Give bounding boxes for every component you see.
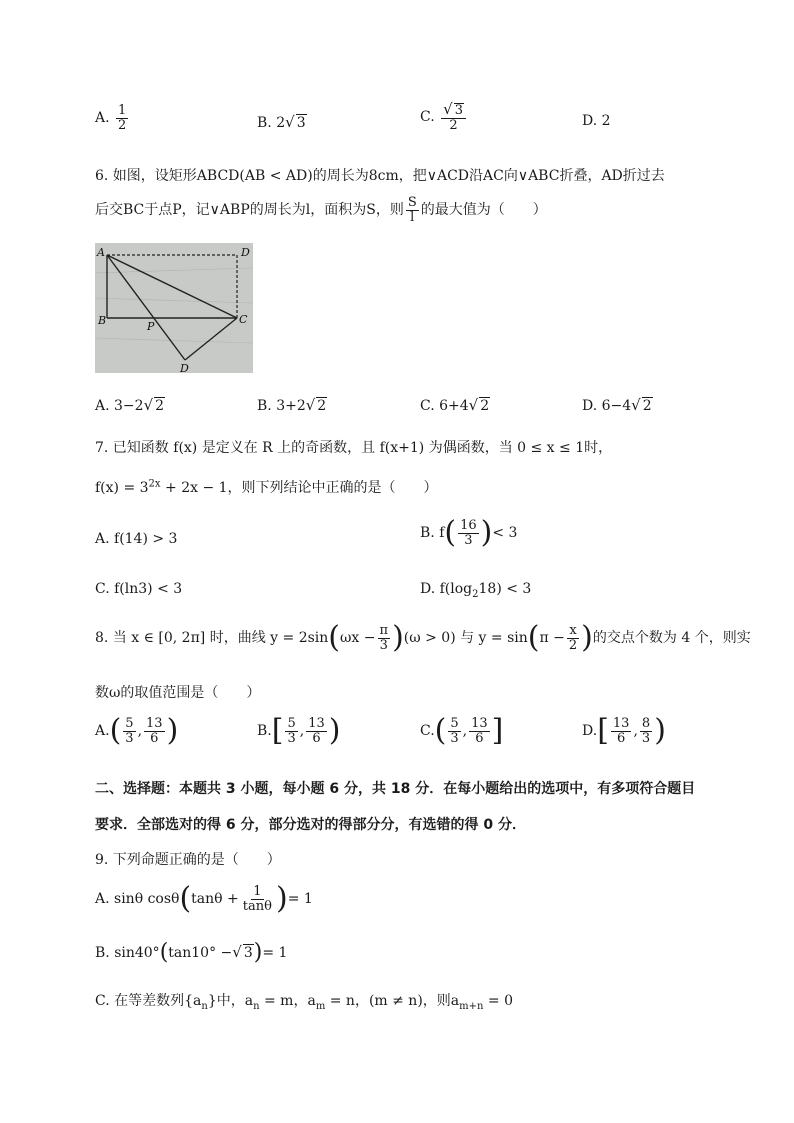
denominator: 2 [118, 117, 127, 133]
q6-option-c: C. 6+4√ 2 [420, 396, 490, 414]
subscript: n [253, 1000, 260, 1012]
option-label: A. [95, 723, 110, 739]
text: B. sin40° [95, 945, 160, 961]
q8-option-c: C.( $\frac{5}{3}$ , $\frac{13}{6}$ ] [420, 713, 504, 748]
fraction [406, 196, 419, 224]
text: 后交BC于点P，记∨ABP的周长为l，面积为S，则 [95, 202, 404, 219]
option-label: B. [257, 115, 272, 131]
text: A. sinθ cosθ [95, 891, 180, 907]
denominator: 6 [617, 730, 626, 746]
denominator: 6 [475, 730, 484, 746]
numerator: 8 [641, 715, 651, 731]
text: f(x) = 3 [95, 480, 149, 496]
q8-stem-line2: 数ω的取值范围是（ ） [95, 685, 261, 701]
text: 18) < 3 [478, 581, 532, 597]
q5-option-d [582, 113, 611, 129]
label-d-bottom: D [180, 362, 189, 373]
option-label: A. [95, 110, 110, 127]
option-text: B. 3+2 [257, 398, 306, 414]
fraction [241, 885, 274, 913]
option-text: D. 6−4 [582, 398, 632, 414]
radicand: 3 [296, 115, 306, 131]
text: = n，(m ≠ n)，则a [325, 993, 460, 1009]
numerator: 13 [612, 715, 630, 731]
label-d-top: D [241, 246, 250, 259]
numerator: 1 [253, 883, 262, 899]
label-b: B [98, 314, 107, 327]
q6-stem-line2 [95, 196, 547, 224]
option-label: C. [420, 109, 435, 126]
text: + 2x − 1，则下列结论中正确的是（ ） [160, 480, 438, 496]
numerator: 13 [146, 715, 163, 731]
label-p: P [147, 320, 155, 333]
denominator: 3 [379, 637, 388, 653]
q6-option-a: A. 3−2√ 2 [95, 396, 165, 414]
numerator: S [407, 195, 417, 210]
radicand: 2 [642, 398, 652, 414]
numerator: x [569, 622, 577, 638]
q8-stem-line1: 8. 当 x ∈ [0, 2π] 时，曲线 y = 2sin(ωx − $\frac{\pi}{3}$ )(ω > 0) 与 y = sin(π − $\frac{x}{2}$ )的交点个数为 4 个，则实 [95, 620, 751, 655]
subscript: 2 [472, 588, 479, 600]
q6-stem-line1: 6. 如图，设矩形ABCD(AB < AD)的周长为8cm，把∨ACD沿AC向∨ABC折叠，AD折过去 [95, 168, 665, 184]
subscript: m [315, 1000, 326, 1012]
fraction [640, 717, 652, 745]
radicand: 3 [454, 103, 463, 118]
denominator: 2 [568, 637, 578, 653]
value: 2 [601, 113, 611, 129]
fraction [458, 519, 479, 547]
denominator: 3 [125, 730, 134, 746]
radicand: 3 [243, 945, 253, 961]
q6-option-b: B. 3+2√ 2 [257, 396, 327, 414]
option-label: D. [582, 113, 598, 129]
numerator: 5 [125, 715, 134, 731]
q7-option-d [420, 581, 531, 600]
text: 8. 当 x ∈ [0, 2π] 时，曲线 y = 2sin [95, 630, 329, 646]
fraction [378, 624, 391, 652]
denominator: 3 [450, 730, 459, 746]
text: = 1 [262, 945, 288, 961]
subscript: n [201, 1000, 208, 1012]
text: 的最大值为（ ） [420, 202, 547, 219]
numerator: 13 [471, 715, 488, 731]
text: = m，a [259, 993, 316, 1009]
fraction [469, 717, 490, 745]
exponent: 2x [148, 478, 161, 490]
label-c: C [239, 313, 248, 326]
fraction [123, 717, 135, 745]
numerator: 13 [308, 715, 325, 731]
text: < 3 [492, 525, 518, 541]
denominator: tanθ [242, 898, 272, 914]
q7-stem-line2 [95, 477, 438, 497]
numerator: π [379, 622, 389, 638]
fraction [144, 717, 165, 745]
label-a: A [97, 246, 105, 259]
fraction [306, 717, 327, 745]
q8-option-b: B.[ $\frac{5}{3}$ , $\frac{13}{6}$ ) [257, 713, 341, 748]
q7-option-a: A. f(14) > 3 [95, 531, 178, 547]
q5-option-c [420, 102, 468, 132]
denominator: 3 [641, 730, 651, 746]
coefficient: 2 [276, 115, 286, 131]
numerator: 5 [287, 715, 296, 731]
q7-option-b: B. f( $\frac{16}{3}$ )< 3 [420, 515, 518, 550]
text: }中，a [207, 993, 254, 1009]
q9-option-a: A. sinθ cosθ(tanθ + $\frac{1}{\tan\theta}$ )= 1 [95, 881, 313, 916]
radicand: 2 [480, 398, 490, 414]
text: = 1 [287, 891, 313, 907]
option-label: B. [257, 723, 272, 739]
text: tan10° − [168, 945, 233, 961]
text: D. f(log [420, 581, 473, 597]
denominator: 3 [287, 730, 296, 746]
fraction [116, 104, 128, 132]
denominator: l [410, 209, 415, 225]
text: B. f [420, 525, 445, 541]
q9-stem: 9. 下列命题正确的是（ ） [95, 852, 281, 868]
q6-option-d: D. 6−4√ 2 [582, 396, 652, 414]
denominator: 2 [449, 117, 458, 133]
fold-diagram [95, 243, 253, 373]
q9-option-b: B. sin40°(tan10° −√ 3)= 1 [95, 940, 288, 965]
option-label: C. [420, 723, 435, 739]
section2-line2: 要求．全部选对的得 6 分，部分选对的得部分分，有选错的得 0 分． [95, 817, 526, 833]
q5-option-a [95, 104, 130, 132]
q7-stem-line1: 7. 已知函数 f(x) 是定义在 R 上的奇函数，且 f(x+1) 为偶函数，当 0 ≤ x ≤ 1时， [95, 440, 613, 456]
numerator: √ 3 [441, 102, 466, 119]
q5-option-b: B. 2√ 3 [257, 113, 306, 131]
q7-option-c: C. f(ln3) < 3 [95, 581, 183, 597]
text: 的交点个数为 4 个，则实 [592, 630, 751, 646]
fraction [285, 717, 297, 745]
denominator: 3 [464, 532, 473, 548]
text: = 0 [483, 993, 513, 1009]
text: π − [539, 630, 565, 646]
numerator: 5 [450, 715, 459, 731]
text: ωx − [340, 630, 376, 646]
q8-option-d: D.[ $\frac{13}{6}$ , $\frac{8}{3}$ ) [582, 713, 666, 748]
option-label: D. [582, 723, 598, 739]
numerator: 16 [460, 517, 477, 533]
subscript: m+n [459, 1000, 484, 1012]
fraction [611, 717, 632, 745]
text: (ω > 0) 与 y = sin [403, 630, 528, 646]
text: C. 在等差数列{a [95, 993, 202, 1009]
numerator: 1 [118, 103, 127, 118]
radicand: 2 [317, 398, 327, 414]
text: tanθ + [191, 891, 239, 907]
radicand: 2 [155, 398, 165, 414]
denominator: 6 [312, 730, 321, 746]
section2-line1: 二、选择题：本题共 3 小题，每小题 6 分，共 18 分．在每小题给出的选项中，有多项符合题目 [95, 781, 696, 797]
option-text: C. 6+4 [420, 398, 469, 414]
q6-figure [95, 243, 253, 373]
q9-option-c [95, 990, 513, 1012]
fraction [448, 717, 460, 745]
q8-option-a: A.( $\frac{5}{3}$ , $\frac{13}{6}$ ) [95, 713, 179, 748]
denominator: 6 [150, 730, 159, 746]
fraction [441, 102, 466, 132]
fraction [567, 624, 579, 652]
option-text: A. 3−2 [95, 398, 144, 414]
